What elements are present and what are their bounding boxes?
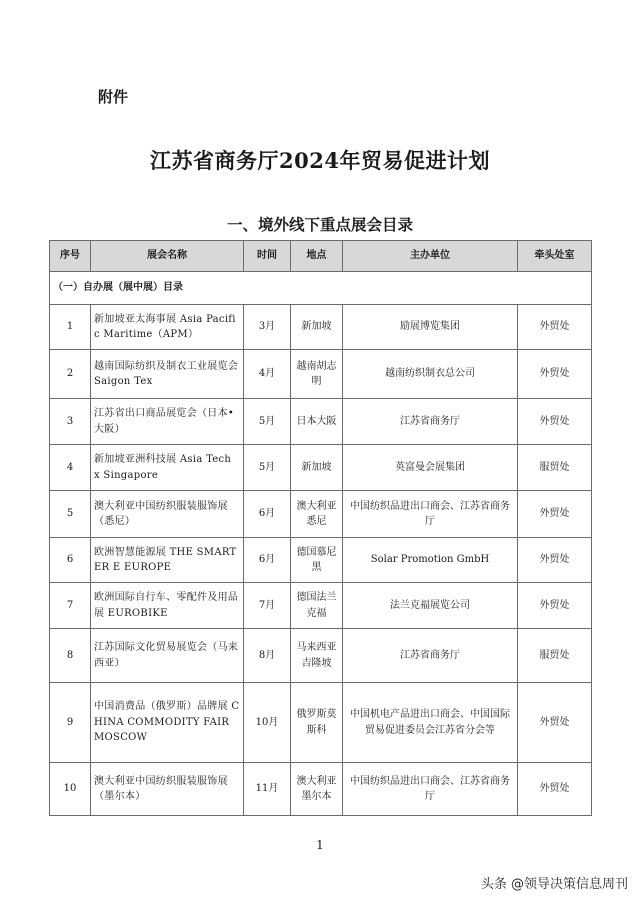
lead-department: 外贸处 bbox=[518, 763, 592, 816]
exhibition-name: 江苏国际文化贸易展览会（马来西亚） bbox=[91, 629, 244, 683]
exhibition-place: 新加坡 bbox=[291, 445, 343, 491]
exhibition-name: 中国消费品（俄罗斯）品牌展 CHINA COMMODITY FAIR MOSCOW bbox=[91, 683, 244, 763]
row-number: 2 bbox=[50, 350, 91, 399]
exhibition-table bbox=[49, 240, 592, 816]
lead-department: 外贸处 bbox=[518, 491, 592, 538]
row-number: 3 bbox=[50, 399, 91, 445]
exhibition-time: 6月 bbox=[244, 538, 291, 583]
column-header: 展会名称 bbox=[91, 241, 244, 272]
exhibition-name: 越南国际纺织及制衣工业展览会 Saigon Tex bbox=[91, 350, 244, 399]
row-number: 1 bbox=[50, 305, 91, 350]
lead-department: 外贸处 bbox=[518, 305, 592, 350]
attachment-label: 附件 bbox=[98, 88, 129, 106]
exhibition-organizer: 中国纺织品进出口商会、江苏省商务厅 bbox=[343, 763, 518, 816]
exhibition-organizer: 法兰克福展览公司 bbox=[343, 583, 518, 629]
document-title: 江苏省商务厅2024年贸易促进计划 bbox=[150, 148, 490, 173]
exhibition-organizer: 励展博览集团 bbox=[343, 305, 518, 350]
column-header: 序号 bbox=[50, 241, 91, 272]
exhibition-name: 新加坡亚太海事展 Asia Pacific Maritime（APM） bbox=[91, 305, 244, 350]
row-number: 6 bbox=[50, 538, 91, 583]
lead-department: 外贸处 bbox=[518, 538, 592, 583]
exhibition-place: 日本大阪 bbox=[291, 399, 343, 445]
exhibition-organizer: 英富曼会展集团 bbox=[343, 445, 518, 491]
exhibition-organizer: 江苏省商务厅 bbox=[343, 399, 518, 445]
exhibition-time: 5月 bbox=[244, 445, 291, 491]
lead-department: 外贸处 bbox=[518, 399, 592, 445]
table-row bbox=[50, 538, 592, 583]
column-header: 主办单位 bbox=[343, 241, 518, 272]
exhibition-time: 4月 bbox=[244, 350, 291, 399]
exhibition-place: 澳大利亚悉尼 bbox=[291, 491, 343, 538]
exhibition-place: 俄罗斯莫斯科 bbox=[291, 683, 343, 763]
row-number: 7 bbox=[50, 583, 91, 629]
exhibition-time: 7月 bbox=[244, 583, 291, 629]
page-number: 1 bbox=[316, 838, 324, 852]
table-row bbox=[50, 491, 592, 538]
row-number: 4 bbox=[50, 445, 91, 491]
section-title: 一、境外线下重点展会目录 bbox=[226, 216, 413, 234]
lead-department: 外贸处 bbox=[518, 583, 592, 629]
row-number: 10 bbox=[50, 763, 91, 816]
exhibition-organizer: Solar Promotion GmbH bbox=[343, 538, 518, 583]
column-header: 时间 bbox=[244, 241, 291, 272]
lead-department: 外贸处 bbox=[518, 683, 592, 763]
exhibition-time: 3月 bbox=[244, 305, 291, 350]
exhibition-name: 欧洲智慧能源展 THE SMARTER E EUROPE bbox=[91, 538, 244, 583]
exhibition-place: 马来西亚吉隆坡 bbox=[291, 629, 343, 683]
exhibition-place: 新加坡 bbox=[291, 305, 343, 350]
exhibition-name: 澳大利亚中国纺织服装服饰展（悉尼） bbox=[91, 491, 244, 538]
exhibition-name: 欧洲国际自行车、零配件及用品展 EUROBIKE bbox=[91, 583, 244, 629]
table-row bbox=[50, 445, 592, 491]
exhibition-time: 8月 bbox=[244, 629, 291, 683]
lead-department: 服贸处 bbox=[518, 445, 592, 491]
exhibition-name: 新加坡亚洲科技展 Asia Tech x Singapore bbox=[91, 445, 244, 491]
exhibition-time: 5月 bbox=[244, 399, 291, 445]
lead-department: 外贸处 bbox=[518, 350, 592, 399]
table-row bbox=[50, 629, 592, 683]
column-header: 地点 bbox=[291, 241, 343, 272]
exhibition-name: 江苏省出口商品展览会（日本•大阪） bbox=[91, 399, 244, 445]
exhibition-place: 越南胡志明 bbox=[291, 350, 343, 399]
subcategory-label: （一）自办展（展中展）目录 bbox=[50, 272, 592, 305]
exhibition-organizer: 越南纺织制衣总公司 bbox=[343, 350, 518, 399]
exhibition-organizer: 中国机电产品进出口商会、中国国际贸易促进委员会江苏省分会等 bbox=[343, 683, 518, 763]
exhibition-name: 澳大利亚中国纺织服装服饰展（墨尔本） bbox=[91, 763, 244, 816]
exhibition-place: 澳大利亚墨尔本 bbox=[291, 763, 343, 816]
watermark: 头条 @领导决策信息周刊 bbox=[480, 877, 628, 892]
table-row bbox=[50, 763, 592, 816]
row-number: 5 bbox=[50, 491, 91, 538]
table-row bbox=[50, 583, 592, 629]
table-row bbox=[50, 683, 592, 763]
table-row bbox=[50, 350, 592, 399]
exhibition-time: 10月 bbox=[244, 683, 291, 763]
exhibition-organizer: 中国纺织品进出口商会、江苏省商务厅 bbox=[343, 491, 518, 538]
column-header: 牵头处室 bbox=[518, 241, 592, 272]
table-row bbox=[50, 399, 592, 445]
subcategory-row bbox=[50, 272, 592, 305]
table-row bbox=[50, 305, 592, 350]
exhibition-time: 11月 bbox=[244, 763, 291, 816]
exhibition-time: 6月 bbox=[244, 491, 291, 538]
exhibition-place: 德国法兰克福 bbox=[291, 583, 343, 629]
table-header-row bbox=[50, 241, 592, 272]
row-number: 8 bbox=[50, 629, 91, 683]
row-number: 9 bbox=[50, 683, 91, 763]
exhibition-organizer: 江苏省商务厅 bbox=[343, 629, 518, 683]
exhibition-place: 德国慕尼黑 bbox=[291, 538, 343, 583]
lead-department: 服贸处 bbox=[518, 629, 592, 683]
